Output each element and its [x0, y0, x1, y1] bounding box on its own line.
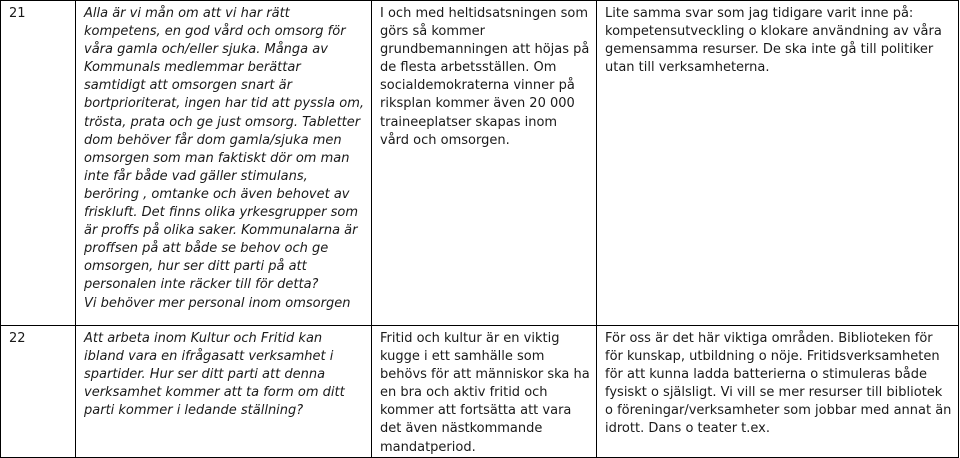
answer-cell: Fritid och kultur är en viktig kugge i ett samhälle som behövs för att människor ska ha en bra och aktiv fritid och kommer att fortsätta att vara det även nästkommande mandatperiod.: [372, 326, 597, 458]
answer-cell: Lite samma svar som jag tidigare varit inne på: kompetensutveckling o klokare användning av våra gemensamma resurser. De ska inte gå till politiker utan till verksamheterna.: [597, 1, 959, 326]
question-number: 21: [1, 1, 76, 326]
table-row: [1, 326, 959, 458]
table-row: [1, 1, 959, 326]
question-paragraph: Vi behöver mer personal inom omsorgen: [84, 295, 351, 311]
question-number: 22: [1, 326, 76, 458]
answer-cell: I och med heltidsatsningen som görs så kommer grundbemanningen att höjas på de flesta arbetsställen. Om socialdemokraterna vinner på riksplan kommer även 20 000 traineeplatser skapas inom vård och omsorgen.: [372, 1, 597, 326]
question-paragraph: Att arbeta inom Kultur och Fritid kan ibland vara en ifrågasatt verksamhet i spartider. Hur ser ditt parti att denna verksamhet kommer att ta form om ditt parti kommer i ledande ställning?: [84, 331, 345, 419]
question-paragraph: Alla är vi mån om att vi har rätt kompetens, en god vård och omsorg för våra gamla och/eller sjuka. Många av Kommunals medlemmar berättar samtidigt att omsorgen snart är bortprioriterat, ingen har tid att pyssla om, trösta, prata och ge just omsorg. Tabletter dom behöver får dom gamla/sjuka men omsorgen som man faktiskt dör om man inte får både vad gäller stimulans, beröring , omtanke och även behovet av friskluft. Det finns olika yrkesgrupper som är proffs på olika saker. Kommunalarna är proffsen på att både se behov och ge omsorgen, hur ser ditt parti på att personalen inte räcker till för detta?: [84, 6, 365, 293]
answer-cell: För oss är det här viktiga områden. Biblioteken för för kunskap, utbildning o nöje. Fritidsverksamheten för att kunna ladda batterierna o stimuleras både fysiskt o själsligt. Vi vill se mer resurser till bibliotek o föreningar/verksamheter som jobbar med annat än idrott. Dans o teater t.ex.: [597, 326, 959, 458]
question-text: [76, 326, 372, 458]
question-text: [76, 1, 372, 326]
